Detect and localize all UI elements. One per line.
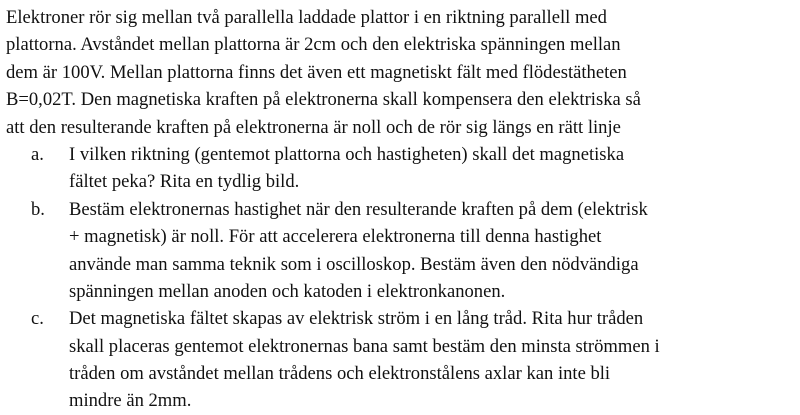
- question-text: [6, 141, 796, 196]
- question-line: fältet peka? Rita en tydlig bild.: [69, 171, 300, 193]
- intro-line: Elektroner rör sig mellan två parallella laddade plattor i en riktning parallell med: [6, 7, 607, 28]
- question-c: [6, 305, 796, 415]
- intro-line: dem är 100V. Mellan plattorna finns det även ett magnetiskt fält med flödestätheten: [6, 61, 627, 83]
- intro-line: plattorna. Avståndet mellan plattorna är 2cm och den elektriska spänningen mellan: [6, 34, 621, 56]
- intro-line: att den resulterande kraften på elektronerna är noll och de rör sig längs en rätt linje: [6, 116, 621, 138]
- question-line: skall placeras gentemot elektronernas bana samt bestäm den minsta strömmen i: [69, 335, 660, 357]
- question-b: [6, 196, 796, 306]
- question-line: tråden om avståndet mellan trådens och elektronstålens axlar kan inte bli: [69, 363, 611, 385]
- problem-text: [6, 4, 796, 415]
- intro-line: B=0,02T. Den magnetiska kraften på elektronerna skall kompensera den elektriska så: [6, 89, 641, 111]
- question-label: a.: [31, 143, 44, 165]
- question-a: [6, 141, 796, 196]
- question-text: [6, 196, 796, 306]
- question-line: Bestäm elektronernas hastighet när den resulterande kraften på dem (elektrisk: [69, 198, 648, 220]
- question-text: [6, 305, 796, 415]
- question-label: b.: [31, 198, 45, 220]
- question-line: spänningen mellan anoden och katoden i elektronkanonen.: [69, 280, 506, 302]
- question-line: använde man samma teknik som i oscilloskop. Bestäm även den nödvändiga: [69, 253, 639, 275]
- question-line: mindre än 2mm.: [69, 390, 192, 412]
- question-line: Det magnetiska fältet skapas av elektrisk ström i en lång tråd. Rita hur tråden: [69, 308, 644, 330]
- intro-paragraph: [6, 4, 796, 141]
- question-line: I vilken riktning (gentemot plattorna och hastigheten) skall det magnetiska: [69, 143, 625, 165]
- question-label: c.: [31, 308, 44, 330]
- question-line: + magnetisk) är noll. För att accelerera elektronerna till denna hastighet: [69, 226, 602, 248]
